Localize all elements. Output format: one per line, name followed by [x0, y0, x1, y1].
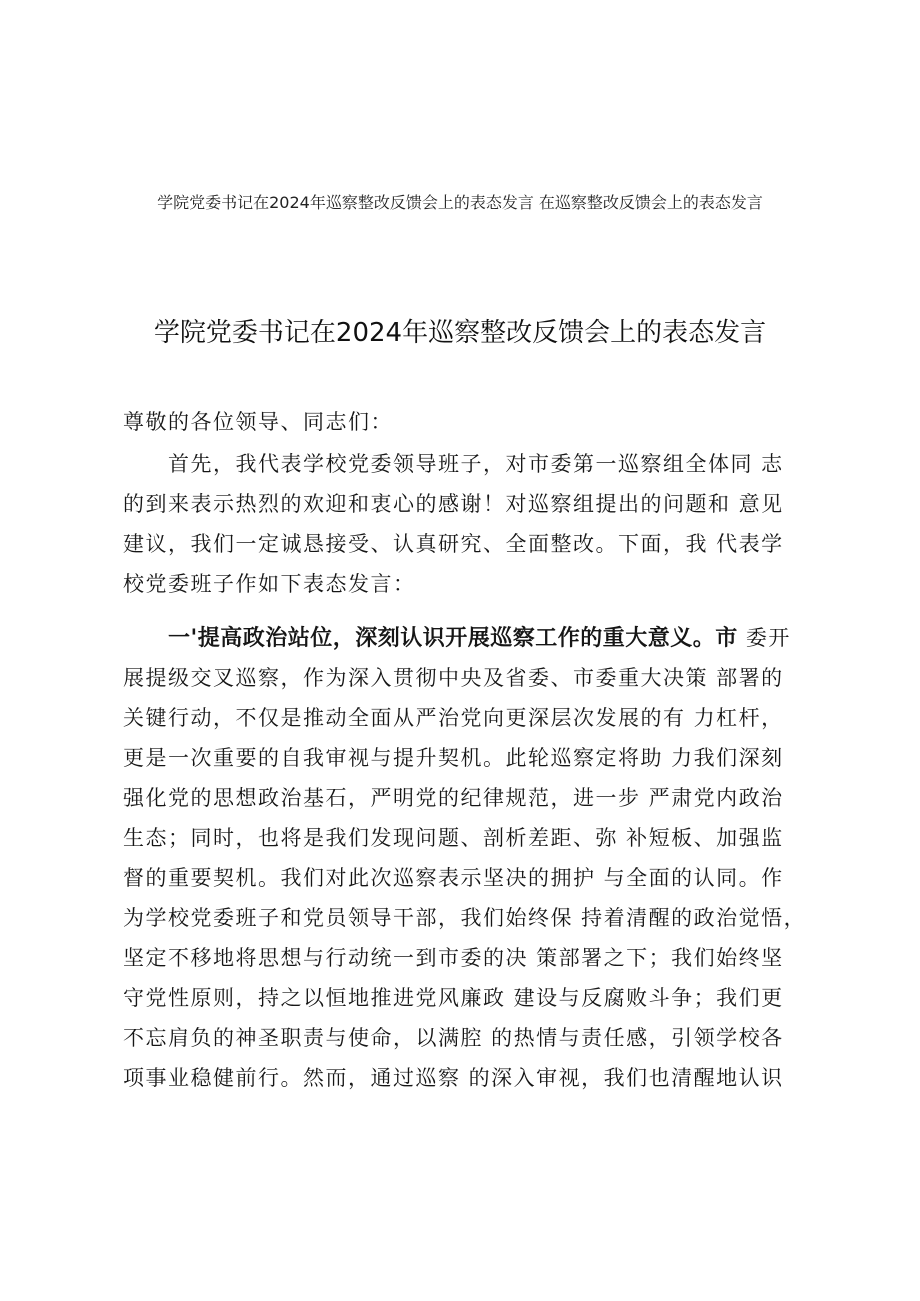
- section-heading: 一'提高政治站位，深刻认识开展巡察工作的重大意义。市: [123, 626, 738, 651]
- paragraph-line: 的到来表示热烈的欢迎和衷心的感谢！对巡察组提出的问题和 意见: [123, 492, 784, 516]
- document-title: 学院党委书记在2024年巡察整改反馈会上的表态发言: [153, 318, 767, 348]
- paragraph-line: 关键行动，不仅是推动全面从严治党向更深层次发展的有 力杠杆，: [123, 706, 784, 730]
- paragraph-line: 督的重要契机。我们对此次巡察表示坚决的拥护 与全面的认同。作: [123, 866, 784, 890]
- paragraph-line: 为学校党委班子和党员领导干部，我们始终保 持着清醒的政治觉悟，: [123, 906, 807, 930]
- paragraph-line: 生态；同时，也将是我们发现问题、剖析差距、弥 补短板、加强监: [123, 826, 784, 850]
- paragraph-line: 坚定不移地将思想与行动统一到市委的决 策部署之下；我们始终坚: [123, 946, 784, 970]
- paragraph-line: 强化党的思想政治基石，严明党的纪律规范，进一步 严肃党内政治: [123, 786, 784, 810]
- paragraph-line: 更是一次重要的自我审视与提升契机。此轮巡察定将助 力我们深刻: [123, 746, 784, 770]
- salutation: [123, 402, 813, 442]
- paragraph-line: 守党性原则，持之以恒地推进党风廉政 建设与反腐败斗争；我们更: [123, 986, 784, 1010]
- paragraph-opening: [123, 444, 813, 604]
- paragraph-line: 不忘肩负的神圣职责与使命，以满腔 的热情与责任感，引领学校各: [123, 1026, 784, 1050]
- paragraph-line: 首先，我代表学校党委领导班子，对市委第一巡察组全体同 志: [123, 452, 784, 476]
- running-header: 学院党委书记在2024年巡察整改反馈会上的表态发言 在巡察整改反馈会上的表态发言: [157, 193, 763, 212]
- paragraph-line: 展提级交叉巡察，作为深入贯彻中央及省委、市委重大决策 部署的: [123, 666, 784, 690]
- salutation-line: 尊敬的各位领导、同志们：: [123, 410, 393, 434]
- paragraph-line: 校党委班子作如下表态发言：: [123, 572, 416, 596]
- paragraph-section-1: [123, 618, 813, 1098]
- section-heading-line: [123, 618, 813, 658]
- section-heading-continuation: 委开: [737, 626, 791, 650]
- paragraph-line: 建议，我们一定诚恳接受、认真研究、全面整改。下面，我 代表学: [123, 532, 784, 556]
- paragraph-line: 项事业稳健前行。然而，通过巡察 的深入审视，我们也清醒地认识: [123, 1066, 784, 1090]
